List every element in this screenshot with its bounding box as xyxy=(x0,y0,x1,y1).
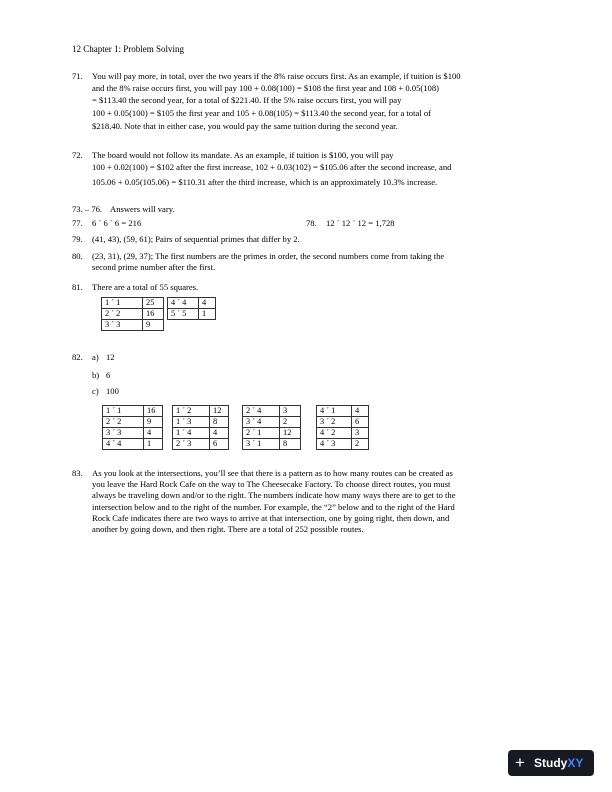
table-row xyxy=(173,406,229,417)
table-cell: 4 ´ 1 xyxy=(317,406,352,417)
answer-text: Answers will vary. xyxy=(110,204,175,214)
text-line: 100 + 0.02(100) = $102 after the first increase, 102 + 0.03(102) = $105.06 after the second increase, and xyxy=(92,162,452,173)
answer-text: 6 ´ 6 ´ 6 = 216 xyxy=(92,218,142,228)
table-cell: 1 xyxy=(199,309,216,320)
logo-study: Study xyxy=(534,756,568,770)
table-cell: 9 xyxy=(144,417,163,428)
problem-number: 80. xyxy=(72,251,83,261)
table-cell: 2 xyxy=(352,439,369,450)
problem-number: 72. xyxy=(72,150,83,160)
table-cell: 12 xyxy=(280,428,301,439)
table-cell: 1 ´ 3 xyxy=(173,417,210,428)
problem-number: 82. xyxy=(72,352,83,362)
rectangles-table-1 xyxy=(102,405,163,450)
table-row xyxy=(317,428,369,439)
text-line: you leave the Hard Rock Cafe on the way to The Cheesecake Factory. To choose direct routes, you must xyxy=(92,479,451,490)
problem-78 xyxy=(306,218,546,230)
table-cell: 3 ´ 2 xyxy=(317,417,352,428)
problem-number: 79. xyxy=(72,234,83,244)
text-line: The board would not follow its mandate. As an example, if tuition is $100, you will pay xyxy=(92,150,394,160)
problem-number: 77. xyxy=(72,218,83,228)
problem-number: 73. – 76. xyxy=(72,204,103,214)
table-cell: 3 ´ 3 xyxy=(103,428,144,439)
table-cell: 4 xyxy=(352,406,369,417)
plus-icon: + xyxy=(515,753,525,772)
table-row xyxy=(103,439,163,450)
table-row xyxy=(317,417,369,428)
sub-answer-b xyxy=(92,370,110,381)
squares-table-b xyxy=(167,297,216,320)
answer-text: (41, 43), (59, 61); Pairs of sequential primes that differ by 2. xyxy=(92,234,300,244)
table-cell: 1 ´ 1 xyxy=(103,406,144,417)
table-cell: 4 xyxy=(144,428,163,439)
rectangles-table-4 xyxy=(316,405,369,450)
table-row xyxy=(168,298,216,309)
text-line: You will pay more, in total, over the two years if the 8% raise occurs first. As an example, if tuition is $100 xyxy=(92,71,461,81)
table-row xyxy=(103,417,163,428)
table-cell: 25 xyxy=(143,298,164,309)
table-cell: 8 xyxy=(210,417,229,428)
table-cell: 9 xyxy=(143,320,164,331)
table-row xyxy=(243,439,301,450)
table-row xyxy=(102,298,164,309)
table-row xyxy=(317,406,369,417)
table-cell: 5 ´ 5 xyxy=(168,309,199,320)
text-line: (23, 31), (29, 37); The first numbers are the primes in order, the second numbers come from taking the xyxy=(92,251,445,261)
table-cell: 2 ´ 1 xyxy=(243,428,280,439)
table-row xyxy=(102,309,164,320)
table-cell: 2 ´ 4 xyxy=(243,406,280,417)
text-line: 100 + 0.05(100) = $105 the first year and 105 + 0.08(105) = $113.40 the second year, for a total of xyxy=(92,107,431,118)
problem-79 xyxy=(72,234,550,246)
table-cell: 1 xyxy=(144,439,163,450)
problem-number: 71. xyxy=(72,71,83,81)
text-line: second prime number after the first. xyxy=(92,262,216,273)
table-cell: 3 ´ 4 xyxy=(243,417,280,428)
table-cell: 2 ´ 3 xyxy=(173,439,210,450)
table-cell: 16 xyxy=(144,406,163,417)
table-cell: 1 ´ 2 xyxy=(173,406,210,417)
sub-label: c) xyxy=(92,386,99,396)
table-row xyxy=(317,439,369,450)
answer-text: 12 ´ 12 ´ 12 = 1,728 xyxy=(326,218,395,228)
problem-72 xyxy=(72,150,550,188)
squares-table-a xyxy=(101,297,164,331)
problem-81 xyxy=(72,282,550,342)
problem-83 xyxy=(72,468,550,540)
text-line: 105.06 + 0.05(105.06) = $110.31 after the third increase, which is an approximately 10.3% increase. xyxy=(92,177,438,188)
table-cell: 4 ´ 4 xyxy=(103,439,144,450)
table-row xyxy=(243,428,301,439)
table-cell: 6 xyxy=(210,439,229,450)
sub-label: b) xyxy=(92,370,100,380)
table-cell: 4 xyxy=(199,298,216,309)
rectangles-table-3 xyxy=(242,405,301,450)
table-cell: 6 xyxy=(352,417,369,428)
sub-value: 12 xyxy=(106,352,115,362)
text-line: = $113.40 the second year, for a total of $221.40. If the 5% raise occurs first, you will pay xyxy=(92,95,402,106)
sub-answer-a xyxy=(92,352,115,363)
table-row xyxy=(243,417,301,428)
text-line: another by going down, and then right. There are a total of 252 possible routes. xyxy=(92,524,364,535)
table-row xyxy=(173,439,229,450)
table-cell: 2 ´ 2 xyxy=(102,309,143,320)
logo-xy: XY xyxy=(567,756,584,770)
table-row xyxy=(243,406,301,417)
table-row xyxy=(102,320,164,331)
text-line: Rock Cafe indicates there are two ways to arrive at that intersection, one by going right, then down, and xyxy=(92,512,450,523)
text-line: $218.40. Note that in either case, you would pay the same tuition during the second year. xyxy=(92,120,398,131)
problem-82 xyxy=(72,352,550,462)
problem-number: 78. xyxy=(306,218,317,228)
table-cell: 2 xyxy=(280,417,301,428)
text-line: intersection below and to the right of the number. For example, the “2” below and to the right of the Hard xyxy=(92,501,455,512)
table-row xyxy=(173,417,229,428)
table-cell: 12 xyxy=(210,406,229,417)
problem-number: 81. xyxy=(72,282,83,292)
table-cell: 8 xyxy=(280,439,301,450)
problem-number: 83. xyxy=(72,468,83,478)
sub-label: a) xyxy=(92,352,99,362)
text-line: always be traveling down and/or to the right. The numbers indicate how many ways there are to get to the xyxy=(92,490,456,501)
sub-value: 100 xyxy=(106,386,119,396)
page-header: 12 Chapter 1: Problem Solving xyxy=(72,44,184,54)
sub-value: 6 xyxy=(106,370,111,380)
table-cell: 4 ´ 4 xyxy=(168,298,199,309)
table-cell: 16 xyxy=(143,309,164,320)
problem-73-76 xyxy=(72,204,550,216)
table-cell: 4 xyxy=(210,428,229,439)
table-cell: 4 ´ 2 xyxy=(317,428,352,439)
table-cell: 3 xyxy=(352,428,369,439)
rectangles-table-2 xyxy=(172,405,229,450)
sub-answer-c xyxy=(92,386,119,397)
table-row xyxy=(173,428,229,439)
table-cell: 4 ´ 3 xyxy=(317,439,352,450)
logo-text xyxy=(534,750,583,776)
table-cell: 2 ´ 2 xyxy=(103,417,144,428)
table-cell: 3 ´ 1 xyxy=(243,439,280,450)
table-cell: 1 ´ 1 xyxy=(102,298,143,309)
table-row xyxy=(168,309,216,320)
text-line: and the 8% raise occurs first, you will pay 100 + 0.08(100) = $108 the first year and 108 + 0.05(108) xyxy=(92,83,439,94)
table-cell: 3 xyxy=(280,406,301,417)
table-cell: 3 ´ 3 xyxy=(102,320,143,331)
table-row xyxy=(103,428,163,439)
table-cell: 1 ´ 4 xyxy=(173,428,210,439)
problem-80 xyxy=(72,251,550,275)
table-row xyxy=(103,406,163,417)
studyxy-logo xyxy=(508,750,594,776)
answer-text: There are a total of 55 squares. xyxy=(92,282,199,292)
problem-71 xyxy=(72,71,550,131)
text-line: As you look at the intersections, you’ll see that there is a pattern as to how many routes can be created as xyxy=(92,468,453,478)
